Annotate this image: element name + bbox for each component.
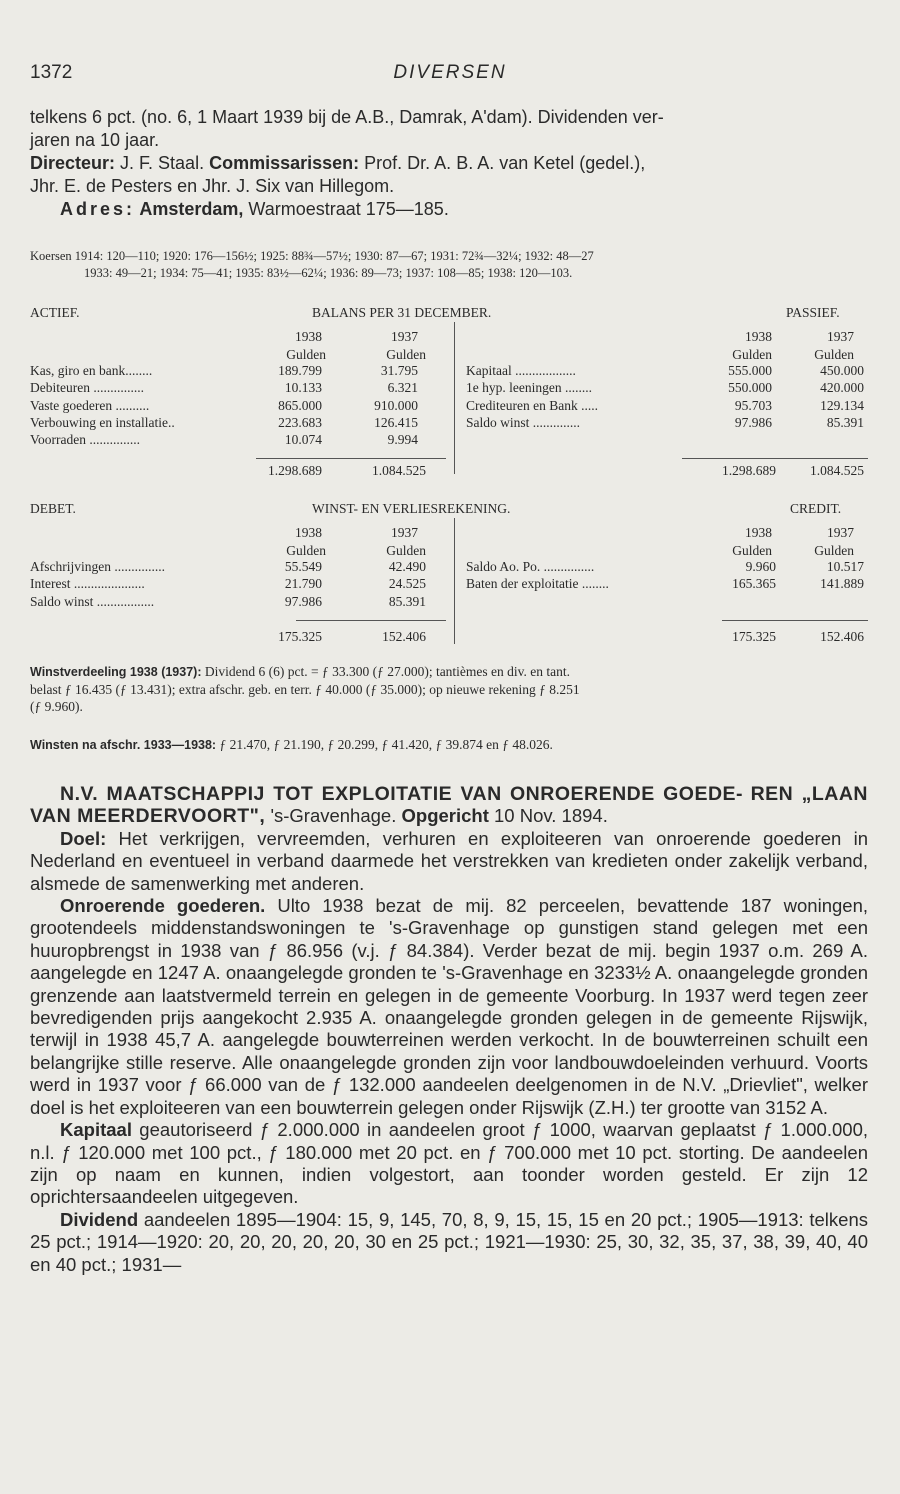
row-value-1938: 555.000 [728,363,772,378]
total-rule [296,620,446,621]
year-header: 1938 [295,329,322,344]
row-value-1938: 10.074 [284,432,322,448]
winst-verlies-table [0,0,900,660]
winsten-line [30,736,868,754]
passief-heading: PASSIEF. [786,305,840,320]
company-name-2: REN „LAAN VAN MEERDERVOORT", [30,783,869,828]
actief-total-1937: 1.084.525 [372,463,426,478]
year-header: 1937 [391,525,418,540]
winstverdeeling-text: belast ƒ 16.435 (ƒ 13.431); extra afschr. geb. en terr. ƒ 40.000 (ƒ 35.000); op nieuwe rekening ƒ 8.251 [30,682,580,697]
row-value-1937: 85.391 [826,414,864,430]
debet-heading: DEBET. [30,501,76,516]
balans-title: BALANS PER 31 DECEMBER. [312,305,492,320]
row-label: Crediteuren en Bank ..... [466,397,598,413]
doel-text: Het verkrijgen, vervreemden, verhuren en exploiteeren van onroerende goederen in Nederland en eventueel in verband daarmede het verstrekken van kredieten onder zakelijk verband, alsmede de samenwerking met anderen. [30,827,868,894]
row-value-1937: 420.000 [820,380,864,396]
row-label: Saldo winst .............. [466,414,581,430]
company-name: N.V. MAATSCHAPPIJ TOT EXPLOITATIE VAN ONROERENDE GOEDE- [60,783,744,805]
passief-total-1938: 1.298.689 [722,463,776,478]
row-value-1937: 24.525 [388,576,426,592]
row-value-1938: 55.549 [284,559,322,574]
total-rule [722,620,868,621]
onroerend-text: Ulto 1938 bezat de mij. 82 perceelen, bevattende 187 woningen, grootendeels middenstandswoningen te 's-Gravenhage op gunstigen stand gelegen met een huuropbrengst in 1938 van ƒ 86.956 (v.j. ƒ 84.384). Verder bezat de mij. begin 1937 o.m. 269 A. aangelegde en 1247 A. onaangelegde gronden te 's-Gravenhage en 3233½ A. onaangelegde gronden grenzende aan laatstvermeld terrein en gelegen in de gemeente Voorburg. In 1937 werd tegen zeer bevredigenden prijs aangekocht 2.935 A. onaangelegde gronden gelegen in de gemeente Rijswijk, terwijl in 1938 45,7 A. aangelegde bouwterreinen werden verkocht. In de bouwterreinen schuilt een belangrijke stille reserve. Alle onaangelegde gronden zijn voor landbouwdoeleinden verhuurd. Voorts werd in 1937 voor ƒ 66.000 van de ƒ 132.000 aandeelen deelgenomen in de N.V. „Drievliet", welker doel is het exploiteeren van een bouwterrein gelegen onder Rijswijk (Z.H.) ter grootte van 3152 A. [30,895,868,1118]
row-value-1937: 6.321 [387,380,418,396]
row-value-1937: 450.000 [820,363,864,378]
unit-header: Gulden [732,347,772,362]
opgericht-value: 10 Nov. 1894. [488,805,608,827]
onroerend-paragraph [30,895,868,1119]
credit-total-1938: 175.325 [732,629,776,644]
year-header: 1938 [295,525,322,540]
passief-total-1937: 1.084.525 [810,463,864,478]
column-divider [454,518,455,644]
winst-title: WINST- EN VERLIESREKENING. [312,501,511,516]
adres-value: Warmoestraat 175—185. [243,199,449,219]
credit-total-1937: 152.406 [820,629,864,644]
unit-header: Gulden [286,543,326,558]
row-label: Baten der exploitatie ........ [466,576,609,592]
commissarissen-value: Prof. Dr. A. B. A. van Ketel (gedel.), [359,153,646,173]
company-title [30,783,868,828]
row-value-1937: 129.134 [820,397,864,413]
adres-label: Adres: [60,199,136,219]
dividend-label: Dividend [60,1208,139,1230]
doel-label: Doel: [60,827,107,849]
row-value-1938: 21.790 [284,576,322,592]
credit-heading: CREDIT. [790,501,842,516]
adres-city: Amsterdam, [135,199,244,219]
row-value-1938: 865.000 [278,397,322,413]
row-value-1938: 97.986 [284,593,322,609]
row-value-1937: 141.889 [820,576,864,592]
row-label: Vaste goederen .......... [30,397,150,413]
row-value-1938: 165.365 [732,576,776,592]
kapitaal-paragraph [30,1119,868,1209]
row-value-1937: 10.517 [826,559,864,574]
row-label: Debiteuren ............... [30,380,144,396]
row-label: Afschrijvingen ............... [30,559,165,574]
row-value-1938: 189.799 [278,363,322,378]
row-label: Interest ..................... [30,576,145,592]
opgericht-label: Opgericht [401,805,489,827]
page-number: 1372 [30,62,73,83]
row-label: Kas, giro en bank........ [30,363,153,378]
row-value-1938: 97.986 [734,414,772,430]
row-value-1937: 910.000 [374,397,418,413]
row-label: Kapitaal .................. [466,363,576,378]
unit-header: Gulden [386,543,426,558]
doel-paragraph [30,828,868,895]
row-value-1938: 10.133 [284,380,322,396]
koersen-line-2: 1933: 49—21; 1934: 75—41; 1935: 83½—62¼; 1936: 89—73; 1937: 108—85; 1938: 120—103. [84,266,573,280]
winsten-label: Winsten na afschr. 1933—1938: [30,738,217,752]
row-value-1938: 223.683 [278,414,322,430]
koersen-line-1: Koersen 1914: 120—110; 1920: 176—156½; 1925: 88¾—57½; 1930: 87—67; 1931: 72¾—32¼; 1932: 48—27 [30,249,594,263]
winstverdeeling-label: Winstverdeeling 1938 (1937): [30,665,202,679]
winsten-value: ƒ 21.470, ƒ 21.190, ƒ 20.299, ƒ 41.420, ƒ 39.874 en ƒ 48.026. [216,737,553,752]
board-line-2: Jhr. E. de Pesters en Jhr. J. Six van Hillegom. [30,176,395,196]
year-header: 1937 [827,525,854,540]
directeur-label: Directeur: [30,153,116,173]
year-header: 1937 [391,329,418,344]
year-header: 1938 [745,525,772,540]
row-value-1937: 85.391 [388,593,426,609]
debet-total-1937: 152.406 [382,629,426,644]
unit-header: Gulden [386,347,426,362]
unit-header: Gulden [814,347,854,362]
directeur-value: J. F. Staal. [115,153,210,173]
kapitaal-text: geautoriseerd ƒ 2.000.000 in aandeelen groot ƒ 1000, waarvan geplaatst ƒ 1.000.000, n.l. ƒ 120.000 met 100 pct., ƒ 180.000 met 20 pct. en ƒ 700.000 met 10 pct. storting. De aandeelen zijn op naam en kunnen, indien volgestort, aan toonder worden gesteld. Er zijn 12 oprichtersaandeelen uitgegeven. [30,1119,868,1208]
row-label: Saldo Ao. Po. ............... [466,559,595,574]
row-value-1937: 9.994 [387,432,418,448]
dividend-text: aandeelen 1895—1904: 15, 9, 145, 70, 8, 9, 15, 15, 15 en 20 pct.; 1905—1913: telkens 25 pct.; 1914—1920: 20, 20, 20, 20, 20, 30 en 25 pct.; 1921—1930: 25, 30, 32, 35, 37, 38, 39, 40, 40 en 40 pct.; 1931— [30,1208,868,1275]
debet-total-1938: 175.325 [278,629,322,644]
year-header: 1937 [827,329,854,344]
onroerend-label: Onroerende goederen. [60,895,266,917]
winstverdeeling-text: (ƒ 9.960). [30,699,83,714]
row-label: Verbouwing en installatie.. [30,414,175,430]
winstverdeeling-block [30,663,868,715]
company-section [30,783,868,1276]
intro-line-2: jaren na 10 jaar. [30,130,160,150]
row-value-1937: 31.795 [380,363,418,378]
row-label: Saldo winst ................. [30,593,155,609]
row-value-1938: 9.960 [745,559,776,574]
row-value-1937: 42.490 [388,559,426,574]
unit-header: Gulden [814,543,854,558]
actief-heading: ACTIEF. [30,305,80,320]
company-city: 's-Gravenhage. [265,805,402,827]
row-label: 1e hyp. leeningen ........ [466,380,592,396]
unit-header: Gulden [732,543,772,558]
year-header: 1938 [745,329,772,344]
commissarissen-label: Commissarissen: [209,153,360,173]
unit-header: Gulden [286,347,326,362]
row-value-1937: 126.415 [374,414,418,430]
kapitaal-label: Kapitaal [60,1119,132,1141]
row-value-1938: 550.000 [728,380,772,396]
actief-total-1938: 1.298.689 [268,463,322,478]
row-value-1938: 95.703 [734,397,772,413]
dividend-paragraph [30,1209,868,1276]
row-label: Voorraden ............... [30,432,140,448]
intro-line-1: telkens 6 pct. (no. 6, 1 Maart 1939 bij de A.B., Damrak, A'dam). Dividenden ver- [30,107,664,127]
winstverdeeling-text: Dividend 6 (6) pct. = ƒ 33.300 (ƒ 27.000); tantièmes en div. en tant. [201,664,571,679]
running-title: DIVERSEN [393,62,507,83]
